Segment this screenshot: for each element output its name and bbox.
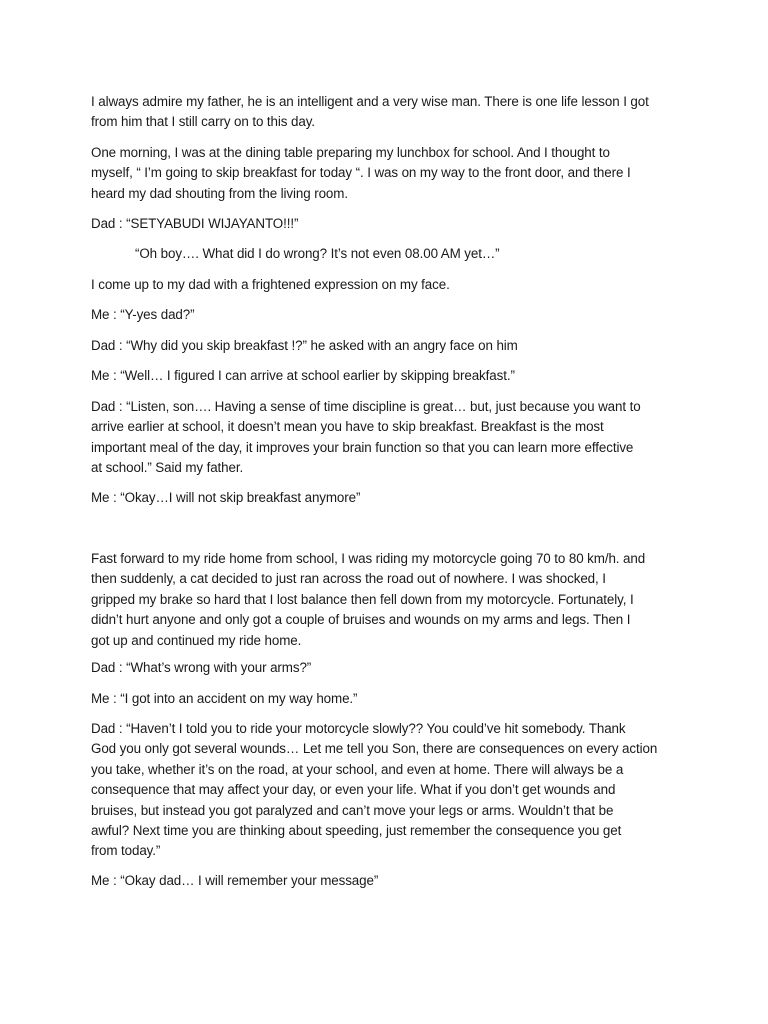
dialogue-me-well: Me : “Well… I figured I can arrive at school earlier by skipping breakfast.” <box>91 368 515 383</box>
paragraph-morning: One morning, I was at the dining table preparing my lunchbox for school. And I thought to myself, “ I’m going to skip breakfast for today “. I was on my way to the front door, and there I heard my dad shouting from the living room. <box>91 145 631 201</box>
paragraph-approach: I come up to my dad with a frightened expression on my face. <box>91 277 450 292</box>
dialogue-me-okay: Me : “Okay…I will not skip breakfast anymore” <box>91 490 361 505</box>
inner-thought: “Oh boy…. What did I do wrong? It’s not even 08.00 AM yet…” <box>135 246 500 261</box>
dialogue-dad-listen: Dad : “Listen, son…. Having a sense of time discipline is great… but, just because you want to arrive earlier at school, it doesn’t mean you have to skip breakfast. Breakfast is the most important meal of the day, it improves your brain function so that you can learn more effective at school.” Said my father. <box>91 399 641 476</box>
dialogue-dad-shout: Dad : “SETYABUDI WIJAYANTO!!!” <box>91 216 299 231</box>
paragraph-ride-home: Fast forward to my ride home from school, I was riding my motorcycle going 70 to 80 km/h. and then suddenly, a cat decided to just ran across the road out of nowhere. I was shocked, I gripped my brake so hard that I lost balance then fell down from my motorcycle. Fortunately, I didn’t hurt anyone and only got a couple of bruises and wounds on my arms and legs. Then I got up and continued my ride home. <box>91 551 646 648</box>
dialogue-dad-arms: Dad : “What’s wrong with your arms?” <box>91 660 312 675</box>
dialogue-dad-lecture: Dad : “Haven’t I told you to ride your motorcycle slowly?? You could’ve hit somebody. Thank God you only got several wounds… Let me tell you Son, there are consequences on every action you take, whether it’s on the road, at your school, and even at home. There will always be a consequence that may affect your day, or even your life. What if you don’t get wounds and bruises, but instead you got paralyzed and can’t move your legs or arms. Wouldn’t that be awful? Next time you are thinking about speeding, just remember the consequence you get from today.” <box>91 721 658 859</box>
dialogue-me-yes: Me : “Y-yes dad?” <box>91 307 195 322</box>
dialogue-me-remember: Me : “Okay dad… I will remember your message” <box>91 873 379 888</box>
dialogue-me-accident: Me : “I got into an accident on my way home.” <box>91 691 358 706</box>
paragraph-intro: I always admire my father, he is an intelligent and a very wise man. There is one life lesson I got from him that I still carry on to this day. <box>91 94 649 130</box>
dialogue-dad-why: Dad : “Why did you skip breakfast !?” he asked with an angry face on him <box>91 338 518 353</box>
